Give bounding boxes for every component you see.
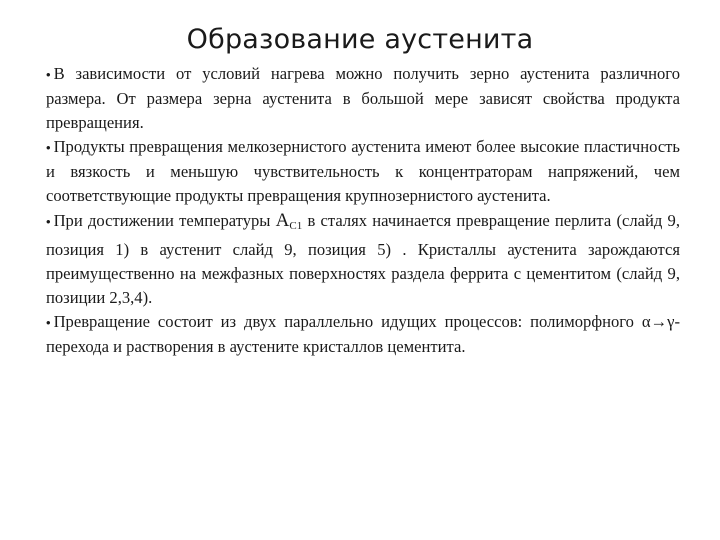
paragraph-3-text-before: При достижении температуры bbox=[53, 210, 276, 230]
paragraph-2-text: Продукты превращения мелкозернистого аустенита имеют более высокие пластичность и вязкость и меньшую чувствительность к концентраторам напряжений, чем соответствующие продукты превращения крупнозернистого аустенита. bbox=[46, 137, 680, 206]
paragraph-4-text: Превращение состоит из двух параллельно идущих процессов: полиморфного α→γ- перехода и растворения в аустените кристаллов цементита. bbox=[46, 311, 680, 357]
bullet-icon: • bbox=[46, 213, 51, 229]
paragraph-1 bbox=[46, 62, 680, 135]
bullet-icon: • bbox=[46, 67, 51, 82]
paragraph-3-text-after: в сталях начинается превращение перлита (слайд 9, позиция 1) в аустенит слайд 9, позиция 5) . Кристаллы аустенита зарождаются преимущественно на межфазных поверхностях раздела феррита с цементитом (слайд 9, позиции 2,3,4). bbox=[46, 210, 680, 307]
slide-body bbox=[46, 62, 680, 359]
paragraph-2 bbox=[46, 135, 680, 208]
slide-title: Образование аустенита bbox=[186, 24, 534, 55]
paragraph-4 bbox=[46, 310, 680, 359]
temperature-subscript: C1 bbox=[289, 219, 303, 232]
bullet-icon: • bbox=[46, 140, 51, 156]
bullet-icon: • bbox=[46, 314, 51, 330]
temperature-symbol: A bbox=[275, 209, 290, 231]
paragraph-1-text: В зависимости от условий нагрева можно получить зерно аустенита различного размера. От размера зерна аустенита в большой мере зависят свойства продукта превращения. bbox=[46, 64, 680, 133]
paragraph-3 bbox=[46, 209, 680, 310]
